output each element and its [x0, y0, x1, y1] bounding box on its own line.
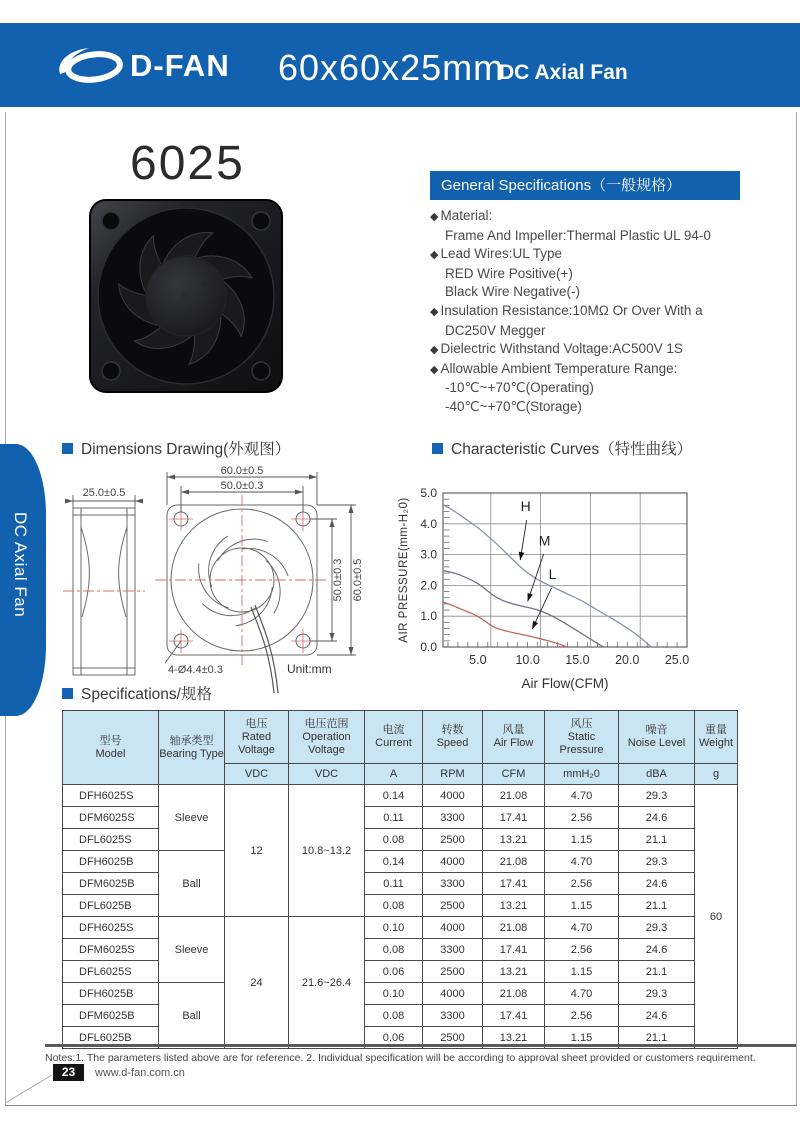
table-cell: 0.08 — [365, 1005, 423, 1027]
table-cell: 2500 — [423, 961, 483, 983]
brand-logo — [56, 43, 230, 89]
table-cell: 0.10 — [365, 983, 423, 1005]
table-cell: DFL6025B — [63, 895, 159, 917]
spec-item: ◆ Allowable Ambient Temperature Range: — [430, 360, 678, 376]
y-tick-label: 1.0 — [420, 609, 437, 624]
table-cell: 13.21 — [483, 895, 545, 917]
table-cell: 3300 — [423, 1005, 483, 1027]
website-text: www.d-fan.com.cn — [95, 1067, 185, 1079]
x-axis-title: Air Flow(CFM) — [521, 676, 609, 691]
y-tick-label: 5.0 — [420, 486, 437, 500]
table-cell: 21.1 — [619, 829, 695, 851]
spec-item: RED Wire Positive(+) — [445, 265, 573, 281]
col-header-static-pressure: 风压 Static Pressure — [545, 711, 619, 764]
diamond-bullet-icon: ◆ — [430, 249, 439, 262]
bearing-type-cell: Sleeve — [159, 917, 225, 983]
page-frame-bottom — [5, 1105, 797, 1106]
table-cell: DFL6025B — [63, 1027, 159, 1049]
blue-square-icon — [62, 443, 73, 454]
dim-front-height-inner: 50.0±0.3 — [332, 558, 344, 602]
table-cell: 2.56 — [545, 807, 619, 829]
curve-L — [443, 602, 567, 647]
page-frame-diagonal — [6, 1075, 52, 1103]
unit-header: mmH₂0 — [545, 764, 619, 785]
bearing-type-cell: Ball — [159, 983, 225, 1049]
table-cell: 2500 — [423, 1027, 483, 1049]
table-cell: 0.06 — [365, 1027, 423, 1049]
table-cell: DFH6025S — [63, 917, 159, 939]
curve-label-M: M — [538, 532, 551, 549]
specifications-section-heading: Specifications/规格 — [62, 682, 212, 704]
table-cell: 4.70 — [545, 785, 619, 807]
table-cell: 3300 — [423, 939, 483, 961]
table-cell: 0.08 — [365, 895, 423, 917]
diamond-bullet-icon: ◆ — [430, 305, 439, 318]
table-cell: 0.14 — [365, 785, 423, 807]
spec-item: ◆ Lead Wires:UL Type — [430, 246, 563, 262]
bearing-type-cell: Ball — [159, 851, 225, 917]
table-cell: 4.70 — [545, 983, 619, 1005]
spec-item: ◆ Dielectric Withstand Voltage:AC500V 1S — [430, 341, 683, 357]
spec-table — [62, 710, 738, 1049]
x-tick-label: 10.0 — [515, 653, 540, 667]
page-number-badge: 23 — [53, 1064, 84, 1081]
x-tick-label: 15.0 — [565, 653, 590, 667]
table-cell: 3300 — [423, 807, 483, 829]
dim-front-width-outer: 60.0±0.5 — [220, 465, 264, 477]
table-cell: DFM6025B — [63, 1005, 159, 1027]
unit-header: dBA — [619, 764, 695, 785]
col-header-bearing-type: 轴承类型 Bearing Type — [159, 711, 225, 785]
spec-item: Frame And Impeller:Thermal Plastic UL 94-0 — [445, 227, 711, 243]
table-cell: DFL6025S — [63, 961, 159, 983]
spec-item: -10℃~+70℃(Operating) — [445, 380, 594, 396]
table-cell: 21.08 — [483, 917, 545, 939]
spec-item: ◆ Insulation Resistance:10MΩ Or Over With a — [430, 302, 703, 318]
table-cell: 1.15 — [545, 829, 619, 851]
table-cell: 29.3 — [619, 917, 695, 939]
general-specs-header: General Specifications（一般规格） — [430, 171, 740, 200]
table-cell: 24.6 — [619, 939, 695, 961]
table-cell: 1.15 — [545, 1027, 619, 1049]
curve-label-H: H — [520, 497, 531, 514]
table-cell: 17.41 — [483, 1005, 545, 1027]
table-cell: 29.3 — [619, 851, 695, 873]
table-row — [63, 917, 738, 939]
table-cell: 2.56 — [545, 873, 619, 895]
table-cell: 17.41 — [483, 939, 545, 961]
bearing-type-cell: Sleeve — [159, 785, 225, 851]
spec-item: -40℃~+70℃(Storage) — [445, 398, 582, 414]
y-tick-label: 3.0 — [420, 547, 437, 562]
dim-front-width-inner: 50.0±0.3 — [220, 480, 264, 492]
spec-item: DC250V Megger — [445, 322, 546, 338]
blue-square-icon — [432, 443, 443, 454]
col-header-model: 型号 Model — [63, 711, 159, 785]
dim-unit-label: Unit:mm — [287, 662, 332, 676]
table-cell: DFH6025S — [63, 785, 159, 807]
table-cell: DFM6025S — [63, 939, 159, 961]
table-cell: 1.15 — [545, 961, 619, 983]
fan-photo — [88, 198, 284, 394]
table-cell: DFM6025B — [63, 873, 159, 895]
diamond-bullet-icon: ◆ — [430, 363, 439, 376]
table-row — [63, 851, 738, 873]
diamond-bullet-icon: ◆ — [430, 344, 439, 357]
rated-voltage-cell: 12 — [225, 785, 289, 917]
table-cell: 2500 — [423, 829, 483, 851]
table-cell: 29.3 — [619, 983, 695, 1005]
brand-logo-icon — [56, 43, 126, 89]
table-cell: 4000 — [423, 917, 483, 939]
table-cell: 13.21 — [483, 1027, 545, 1049]
unit-header: g — [695, 764, 738, 785]
table-cell: 3300 — [423, 873, 483, 895]
table-cell: 13.21 — [483, 829, 545, 851]
table-cell: 0.14 — [365, 851, 423, 873]
table-row — [63, 983, 738, 1005]
table-cell: 2.56 — [545, 1005, 619, 1027]
table-cell: DFH6025B — [63, 851, 159, 873]
table-cell: 1.15 — [545, 895, 619, 917]
table-cell: 24.6 — [619, 1005, 695, 1027]
y-axis-title: AIR PRESSURE(mm-H₂0) — [398, 497, 410, 643]
table-cell: 2500 — [423, 895, 483, 917]
table-cell: 4000 — [423, 851, 483, 873]
col-header-rated-voltage: 电压 Rated Voltage — [225, 711, 289, 764]
y-tick-label: 0.0 — [420, 640, 437, 654]
x-tick-label: 20.0 — [615, 653, 640, 667]
side-tab — [0, 444, 46, 716]
product-size-title: 60x60x25mm — [278, 47, 505, 88]
notes-text: Notes:1. The parameters listed above are for reference. 2. Individual specification will be according to approval sheet provided or customers requirement. — [45, 1052, 756, 1064]
dim-hole-callout: 4-Ø4.4±0.3 — [168, 664, 223, 676]
y-tick-label: 4.0 — [420, 516, 437, 531]
table-cell: 21.1 — [619, 1027, 695, 1049]
model-number: 6025 — [130, 137, 245, 190]
col-header-air-flow: 风量 Air Flow — [483, 711, 545, 764]
separator-rule — [45, 1044, 797, 1047]
table-cell: 17.41 — [483, 807, 545, 829]
dim-front-height-outer: 60.0±0.5 — [352, 558, 364, 602]
curve-chart — [395, 455, 705, 707]
dim-side-width: 25.0±0.5 — [82, 487, 126, 499]
header-bar — [0, 23, 800, 107]
table-cell: 21.08 — [483, 851, 545, 873]
table-cell: 2.56 — [545, 939, 619, 961]
brand-name: D-FAN — [130, 48, 230, 83]
table-cell: 29.3 — [619, 785, 695, 807]
spec-item: Black Wire Negative(-) — [445, 284, 581, 300]
table-cell: 4000 — [423, 983, 483, 1005]
page-frame-right — [796, 112, 797, 1106]
table-cell: 0.08 — [365, 829, 423, 851]
operation-voltage-cell: 10.8~13.2 — [289, 785, 365, 917]
table-cell: 13.21 — [483, 961, 545, 983]
col-header-current: 电流 Current — [365, 711, 423, 764]
table-cell: 21.08 — [483, 785, 545, 807]
y-tick-label: 2.0 — [420, 578, 437, 593]
table-cell: 21.1 — [619, 895, 695, 917]
general-specs-list — [430, 207, 770, 417]
table-cell: DFH6025B — [63, 983, 159, 1005]
table-cell: 24.6 — [619, 873, 695, 895]
table-cell: 21.08 — [483, 983, 545, 1005]
rated-voltage-cell: 24 — [225, 917, 289, 1049]
table-row — [63, 785, 738, 807]
unit-header: VDC — [289, 764, 365, 785]
curves-section-heading: Characteristic Curves（特性曲线） — [432, 437, 692, 459]
col-header-weight: 重量 Weight — [695, 711, 738, 764]
table-cell: 0.11 — [365, 873, 423, 895]
table-cell: DFL6025S — [63, 829, 159, 851]
curve-M — [443, 571, 603, 647]
unit-header: A — [365, 764, 423, 785]
curve-label-L: L — [548, 566, 557, 583]
product-type-subtitle: DC Axial Fan — [499, 61, 628, 84]
table-cell: 24.6 — [619, 807, 695, 829]
dimensions-drawing — [55, 465, 400, 695]
table-cell: 4.70 — [545, 851, 619, 873]
table-cell: 4000 — [423, 785, 483, 807]
table-cell: DFM6025S — [63, 807, 159, 829]
col-header-noise-level: 噪音 Noise Level — [619, 711, 695, 764]
x-tick-label: 25.0 — [664, 653, 690, 667]
unit-header: CFM — [483, 764, 545, 785]
spec-item: ◆ Material: — [430, 208, 493, 223]
unit-header: VDC — [225, 764, 289, 785]
weight-cell: 60 — [695, 785, 738, 1049]
side-tab-label: DC Axial Fan — [11, 512, 30, 618]
unit-header: RPM — [423, 764, 483, 785]
operation-voltage-cell: 21.6~26.4 — [289, 917, 365, 1049]
col-header-operation-voltage: 电压范围 Operation Voltage — [289, 711, 365, 764]
table-cell: 0.10 — [365, 917, 423, 939]
curve-H — [443, 505, 651, 647]
table-cell: 0.11 — [365, 807, 423, 829]
x-tick-label: 5.0 — [469, 653, 487, 667]
table-cell: 0.06 — [365, 961, 423, 983]
dimensions-section-heading: Dimensions Drawing(外观图） — [62, 437, 290, 459]
table-cell: 17.41 — [483, 873, 545, 895]
table-cell: 0.08 — [365, 939, 423, 961]
col-header-speed: 转数 Speed — [423, 711, 483, 764]
table-cell: 21.1 — [619, 961, 695, 983]
table-cell: 4.70 — [545, 917, 619, 939]
diamond-bullet-icon: ◆ — [430, 211, 439, 223]
